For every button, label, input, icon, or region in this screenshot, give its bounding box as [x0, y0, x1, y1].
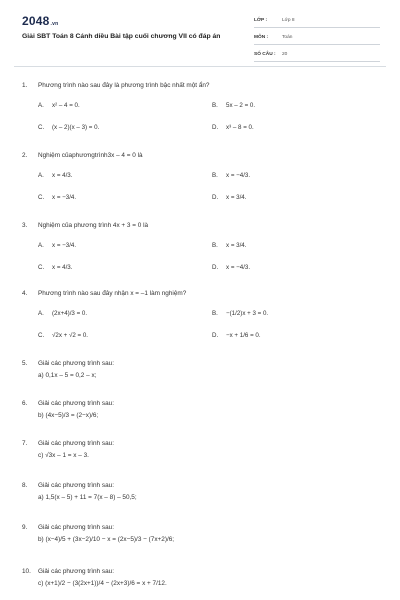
question-text: Giải các phương trình sau: [38, 568, 114, 575]
option-label: C. [38, 194, 45, 201]
option-text: x = −3/4. [52, 242, 77, 249]
option-label: C. [38, 264, 45, 271]
option-label: A. [38, 310, 44, 317]
question-text: Giải các phương trình sau: [38, 482, 114, 489]
option-b[interactable] [212, 242, 246, 249]
option-text: x = 4/3. [52, 264, 73, 271]
question-number: 3. [22, 222, 28, 229]
option-d[interactable] [212, 332, 261, 339]
option-label: B. [212, 102, 218, 109]
question-text: Giải các phương trình sau: [38, 360, 114, 367]
meta-key: MÔN : [254, 35, 269, 40]
option-b[interactable] [212, 310, 268, 317]
header-divider [14, 66, 386, 67]
option-text: −x + 1/6 = 0. [226, 332, 261, 339]
option-label: C. [38, 124, 45, 131]
question-subpart: a) 0,1x – 5 = 0,2 – x; [38, 372, 97, 379]
option-label: C. [38, 332, 45, 339]
option-c[interactable] [38, 332, 88, 339]
document-title: Giải SBT Toán 8 Cánh diều Bài tập cuối chương VII có đáp án [22, 33, 221, 40]
question-number: 7. [22, 440, 28, 447]
option-c[interactable] [38, 264, 72, 271]
question-text: Phương trình nào sau đây là phương trình bậc nhất một ẩn? [38, 82, 210, 89]
option-label: B. [212, 242, 218, 249]
meta-row-count [254, 48, 380, 62]
meta-key: SỐ CÂU : [254, 52, 276, 57]
option-d[interactable] [212, 124, 254, 131]
option-label: D. [212, 194, 219, 201]
option-c[interactable] [38, 124, 99, 131]
question-number: 1. [22, 82, 28, 89]
question-text: Nghiệm củaphươngtrình3x – 4 = 0 là [38, 152, 143, 159]
option-text: x² – 4 = 0. [52, 102, 80, 109]
question-number: 8. [22, 482, 28, 489]
option-text: x = −4/3. [226, 172, 251, 179]
meta-key: LỚP : [254, 18, 268, 23]
logo-sub: .vn [50, 21, 59, 27]
option-label: D. [212, 124, 219, 131]
site-logo[interactable] [22, 14, 58, 28]
option-text: x = 4/3. [52, 172, 73, 179]
option-b[interactable] [212, 102, 255, 109]
option-text: x = −4/3. [226, 264, 251, 271]
option-b[interactable] [212, 172, 250, 179]
meta-row-subject [254, 31, 380, 45]
meta-row-class [254, 14, 380, 28]
meta-value: Lớp 8 [282, 18, 295, 23]
option-d[interactable] [212, 194, 246, 201]
option-label: A. [38, 242, 44, 249]
meta-value: 20 [282, 52, 288, 57]
question-text: Nghiệm của phương trình 4x + 3 = 0 là [38, 222, 149, 229]
option-a[interactable] [38, 172, 72, 179]
option-text: x³ – 8 = 0. [226, 124, 254, 131]
meta-value: Toán [282, 35, 293, 40]
option-label: A. [38, 102, 44, 109]
option-d[interactable] [212, 264, 250, 271]
question-number: 4. [22, 290, 28, 297]
question-subpart: a) 1,5(x – 5) + 11 = 7(x – 8) – 50,5; [38, 494, 137, 501]
question-subpart: b) (x−4)/5 + (3x−2)/10 − x = (2x−5)/3 − (7x+2)/6; [38, 536, 175, 543]
question-text: Giải các phương trình sau: [38, 440, 114, 447]
option-label: A. [38, 172, 44, 179]
option-text: (2x+4)/3 = 0. [52, 310, 88, 317]
option-a[interactable] [38, 242, 76, 249]
question-number: 9. [22, 524, 28, 531]
question-subpart: c) (x+1)/2 − (3(2x+1))/4 − (2x+3)/6 = x + 7/12. [38, 580, 167, 587]
option-text: x = 3/4. [226, 242, 247, 249]
option-text: 5x – 2 = 0. [226, 102, 256, 109]
option-text: √2x + √2 = 0. [52, 332, 89, 339]
question-number: 5. [22, 360, 28, 367]
option-c[interactable] [38, 194, 76, 201]
question-subpart: b) (4x−5)/3 = (2−x)/6; [38, 412, 99, 419]
option-a[interactable] [38, 310, 87, 317]
option-label: D. [212, 332, 219, 339]
question-number: 2. [22, 152, 28, 159]
header [0, 0, 400, 64]
question-text: Giải các phương trình sau: [38, 524, 114, 531]
question-text: Giải các phương trình sau: [38, 400, 114, 407]
option-label: B. [212, 172, 218, 179]
question-text: Phương trình nào sau đây nhận x = –1 làm nghiệm? [38, 290, 187, 297]
question-subpart: c) √3x – 1 = x – 3. [38, 452, 89, 459]
question-number: 6. [22, 400, 28, 407]
option-label: D. [212, 264, 219, 271]
option-a[interactable] [38, 102, 80, 109]
meta-info [254, 14, 380, 65]
option-text: −(1/2)x + 3 = 0. [226, 310, 269, 317]
question-number: 10. [22, 568, 31, 575]
option-label: B. [212, 310, 218, 317]
option-text: (x – 2)(x – 3) = 0. [52, 124, 100, 131]
logo-main: 2048 [22, 14, 50, 28]
option-text: x = 3/4. [226, 194, 247, 201]
option-text: x = −3/4. [52, 194, 77, 201]
